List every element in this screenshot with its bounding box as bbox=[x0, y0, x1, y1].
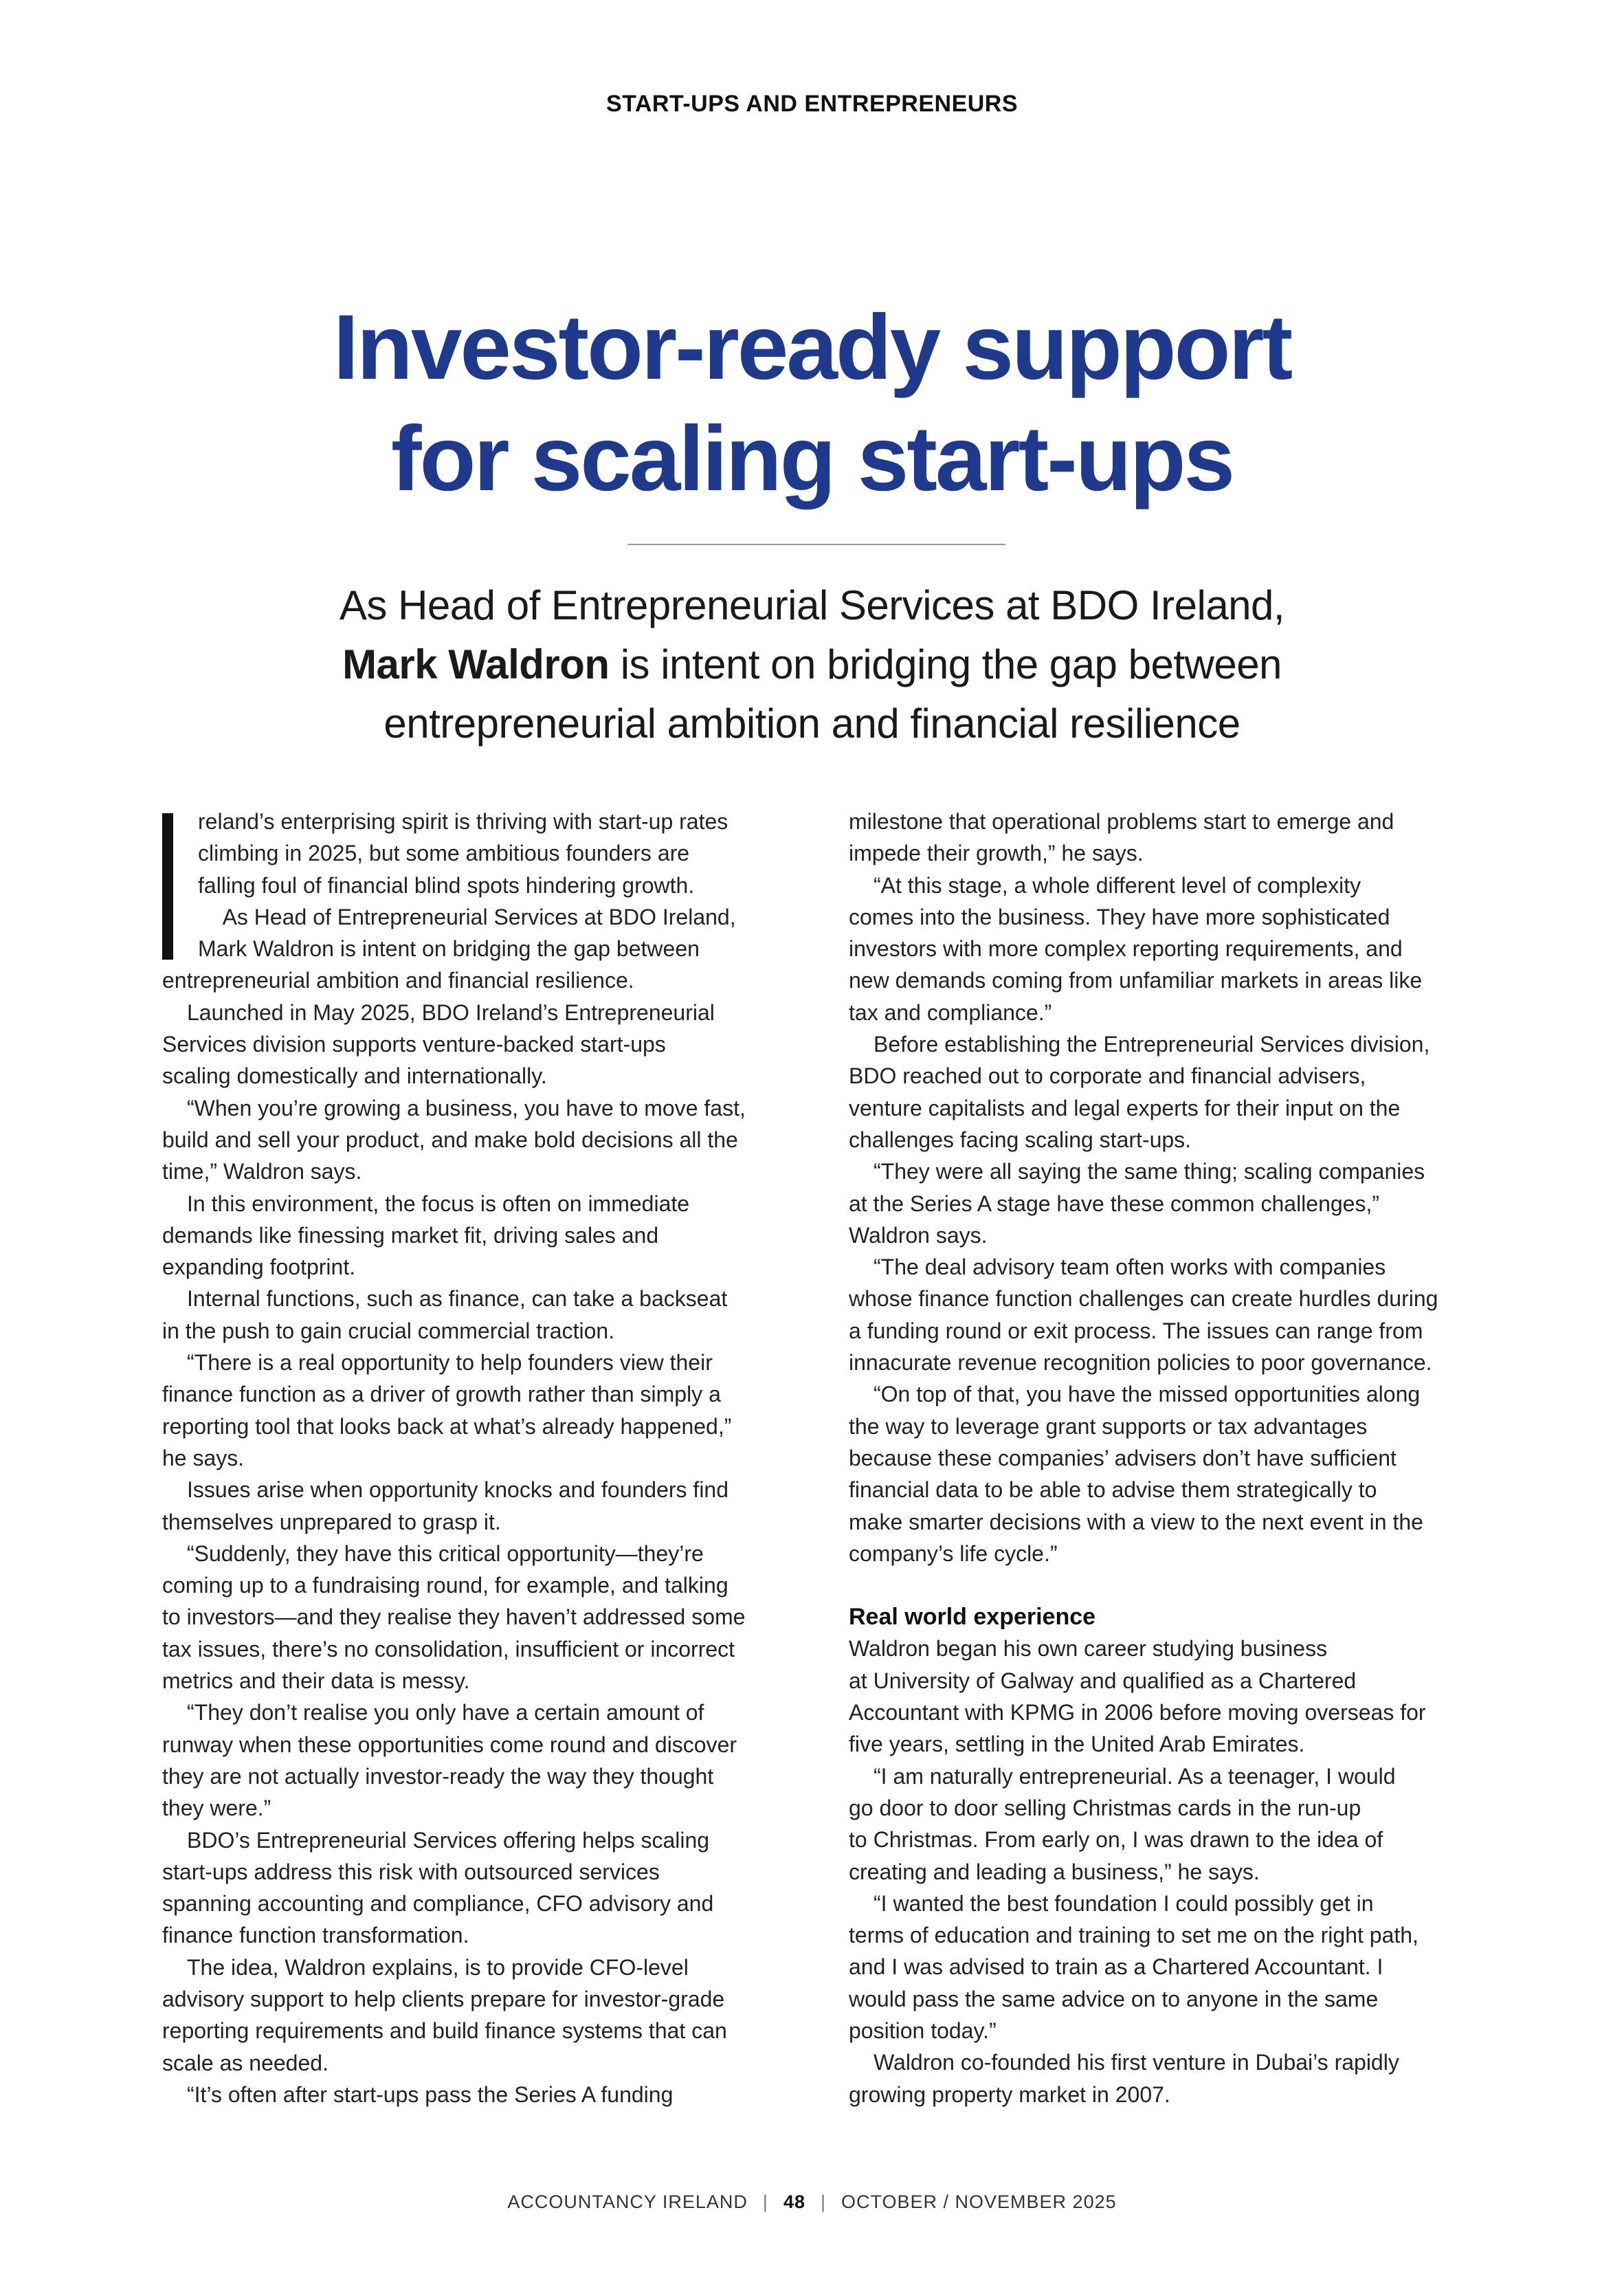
body-text-line: scale as needed. bbox=[162, 2050, 329, 2075]
standfirst-line: entrepreneurial ambition and financial resilience bbox=[383, 700, 1241, 747]
standfirst bbox=[137, 576, 1487, 753]
body-text-line: in the push to gain crucial commercial traction. bbox=[162, 1318, 615, 1343]
body-text-line: themselves unprepared to grasp it. bbox=[162, 1509, 501, 1534]
body-text-line: scaling domestically and internationally. bbox=[162, 1063, 547, 1089]
body-text-line: and I was advised to train as a Chartered Accountant. I bbox=[849, 1954, 1383, 1980]
body-text-line: Issues arise when opportunity knocks and founders find bbox=[187, 1477, 729, 1503]
body-text-line: financial data to be able to advise them strategically to bbox=[849, 1477, 1377, 1503]
body-text-line: because these companies’ advisers don’t have sufficient bbox=[849, 1445, 1397, 1470]
body-text-line: “They were all saying the same thing; scaling companies bbox=[874, 1159, 1425, 1184]
body-text-line: start-ups address this risk with outsourced services bbox=[162, 1859, 660, 1884]
body-text-line: Accountant with KPMG in 2006 before moving overseas for bbox=[849, 1700, 1426, 1725]
body-text-line: reporting tool that looks back at what’s already happened,” bbox=[162, 1413, 732, 1439]
body-text-line: reland’s enterprising spirit is thriving with start-up rates bbox=[198, 809, 728, 834]
body-text-line: BDO’s Entrepreneurial Services offering helps scaling bbox=[187, 1827, 710, 1853]
body-text-line: “The deal advisory team often works with companies bbox=[874, 1255, 1386, 1280]
body-text-line: “There is a real opportunity to help founders view their bbox=[187, 1350, 713, 1376]
body-text-line: “I am naturally entrepreneurial. As a teenager, I would bbox=[874, 1763, 1396, 1789]
body-text-line: at University of Galway and qualified as a Chartered bbox=[849, 1668, 1357, 1693]
body-text-line: investors with more complex reporting requirements, and bbox=[849, 936, 1403, 962]
body-text-line: venture capitalists and legal experts for their input on the bbox=[849, 1095, 1401, 1121]
paragraph-gap bbox=[849, 1569, 1488, 1601]
standfirst-line: As Head of Entrepreneurial Services at BDO Ireland, bbox=[339, 582, 1285, 628]
body-text-line: In this environment, the focus is often on immediate bbox=[187, 1191, 690, 1216]
body-text-line: The idea, Waldron explains, is to provide CFO-level bbox=[187, 1954, 689, 1980]
body-text-line: innacurate revenue recognition policies to poor governance. bbox=[849, 1350, 1432, 1376]
body-text-line: to Christmas. From early on, I was drawn to the idea of bbox=[849, 1827, 1383, 1853]
body-text-line: tax and compliance.” bbox=[849, 1000, 1052, 1025]
body-text-line: whose finance function challenges can create hurdles during bbox=[849, 1286, 1438, 1312]
page-footer bbox=[0, 2192, 1624, 2213]
standfirst-name: Mark Waldron bbox=[342, 641, 610, 687]
body-text-line: falling foul of financial blind spots hindering growth. bbox=[198, 872, 695, 898]
body-text-line: “It’s often after start-ups pass the Series A funding bbox=[187, 2082, 674, 2107]
body-text-line: milestone that operational problems start to emerge and bbox=[849, 809, 1394, 834]
standfirst-text: is intent on bridging the gap between bbox=[609, 641, 1282, 687]
body-text-line: new demands coming from unfamiliar markets in areas like bbox=[849, 968, 1423, 993]
body-text-line: he says. bbox=[162, 1445, 245, 1470]
body-text-line: finance function as a driver of growth rather than simply a bbox=[162, 1382, 721, 1407]
body-text-line: As Head of Entrepreneurial Services at BDO Ireland, bbox=[198, 904, 736, 929]
body-text-line: would pass the same advice on to anyone in the same bbox=[849, 1986, 1379, 2011]
body-text-line: “On top of that, you have the missed opportunities along bbox=[874, 1382, 1421, 1407]
body-text-line: metrics and their data is messy. bbox=[162, 1668, 470, 1694]
standfirst-line bbox=[137, 635, 1487, 694]
body-text-line: Launched in May 2025, BDO Ireland’s Entrepreneurial bbox=[187, 1000, 715, 1025]
body-text-line: advisory support to help clients prepare for investor-grade bbox=[162, 1986, 725, 2011]
body-text-line: coming up to a fundraising round, for example, and talking bbox=[162, 1573, 728, 1598]
body-text-line: entrepreneurial ambition and financial resilience. bbox=[162, 968, 634, 993]
body-text-line: position today.” bbox=[849, 2018, 997, 2043]
footer-issue: OCTOBER / NOVEMBER 2025 bbox=[841, 2192, 1117, 2212]
body-text-line: demands like finessing market fit, driving sales and bbox=[162, 1222, 659, 1248]
dropcap-letter-i bbox=[162, 813, 173, 960]
body-text-line: the way to leverage grant supports or tax advantages bbox=[849, 1413, 1368, 1439]
footer-separator: | bbox=[820, 2192, 826, 2212]
body-text-line: go door to door selling Christmas cards in the run-up bbox=[849, 1795, 1361, 1820]
subheading: Real world experience bbox=[849, 1604, 1096, 1631]
article-column-left bbox=[162, 806, 801, 2110]
body-text-line: “They don’t realise you only have a certain amount of bbox=[187, 1700, 704, 1725]
body-text-line: make smarter decisions with a view to the next event in the bbox=[849, 1509, 1423, 1534]
article-column-right bbox=[849, 806, 1488, 2110]
body-text-line: Services division supports venture-backed start-ups bbox=[162, 1032, 666, 1057]
body-text-line: Mark Waldron is intent on bridging the gap between bbox=[198, 936, 700, 962]
body-text-line: challenges facing scaling start-ups. bbox=[849, 1127, 1192, 1152]
body-text-line: they were.” bbox=[162, 1796, 271, 1821]
body-text-line: finance function transformation. bbox=[162, 1923, 469, 1948]
page-number: 48 bbox=[783, 2192, 805, 2212]
body-text-line: company’s life cycle.” bbox=[849, 1541, 1058, 1566]
footer-separator: | bbox=[762, 2192, 768, 2212]
body-text-line: BDO reached out to corporate and financial advisers, bbox=[849, 1063, 1366, 1089]
body-text-line: they are not actually investor-ready the way they thought bbox=[162, 1763, 714, 1789]
section-label: START-UPS AND ENTREPRENEURS bbox=[605, 91, 1019, 117]
headline-divider bbox=[627, 544, 1005, 545]
body-text-line: to investors—and they realise they haven’t addressed some bbox=[162, 1604, 746, 1630]
body-text-line: terms of education and training to set me on the right path, bbox=[849, 1923, 1419, 1948]
body-text-line: at the Series A stage have these common challenges,” bbox=[849, 1191, 1380, 1216]
body-text-line: Waldron co-founded his first venture in Dubai’s rapidly bbox=[874, 2050, 1399, 2075]
body-text-line: build and sell your product, and make bold decisions all the bbox=[162, 1127, 738, 1152]
body-text-line: runway when these opportunities come round and discover bbox=[162, 1732, 737, 1757]
body-text-line: five years, settling in the United Arab Emirates. bbox=[849, 1732, 1305, 1757]
footer-publication: ACCOUNTANCY IRELAND bbox=[507, 2192, 748, 2212]
body-text-line: comes into the business. They have more sophisticated bbox=[849, 904, 1390, 929]
body-text-line: climbing in 2025, but some ambitious founders are bbox=[198, 841, 690, 866]
body-text-line: time,” Waldron says. bbox=[162, 1159, 362, 1184]
body-text-line: impede their growth,” he says. bbox=[849, 841, 1144, 866]
body-text-line: “When you’re growing a business, you have to move fast, bbox=[187, 1095, 746, 1121]
headline-line: Investor-ready support bbox=[333, 296, 1291, 399]
body-text-line: spanning accounting and compliance, CFO advisory and bbox=[162, 1891, 714, 1917]
dropcap-paragraph bbox=[162, 806, 801, 964]
body-text-line: “At this stage, a whole different level of complexity bbox=[874, 872, 1361, 898]
body-text-line: Waldron began his own career studying business bbox=[849, 1636, 1328, 1662]
body-text-line: creating and leading a business,” he says. bbox=[849, 1859, 1260, 1884]
body-text-line: “Suddenly, they have this critical opportunity—they’re bbox=[187, 1541, 704, 1566]
body-text-line: Waldron says. bbox=[849, 1222, 988, 1248]
body-text-line: reporting requirements and build finance systems that can bbox=[162, 2018, 727, 2044]
body-text-line: Internal functions, such as finance, can take a backseat bbox=[187, 1286, 728, 1312]
body-text-line: tax issues, there’s no consolidation, insufficient or incorrect bbox=[162, 1636, 735, 1662]
body-text-line: growing property market in 2007. bbox=[849, 2082, 1170, 2107]
body-text-line: Before establishing the Entrepreneurial Services division, bbox=[874, 1032, 1430, 1057]
headline-line: for scaling start-ups bbox=[390, 408, 1234, 510]
headline bbox=[137, 292, 1487, 515]
body-text-line: expanding footprint. bbox=[162, 1255, 356, 1280]
body-text-line: a funding round or exit process. The issues can range from bbox=[849, 1318, 1423, 1343]
body-text-line: “I wanted the best foundation I could possibly get in bbox=[874, 1890, 1374, 1916]
